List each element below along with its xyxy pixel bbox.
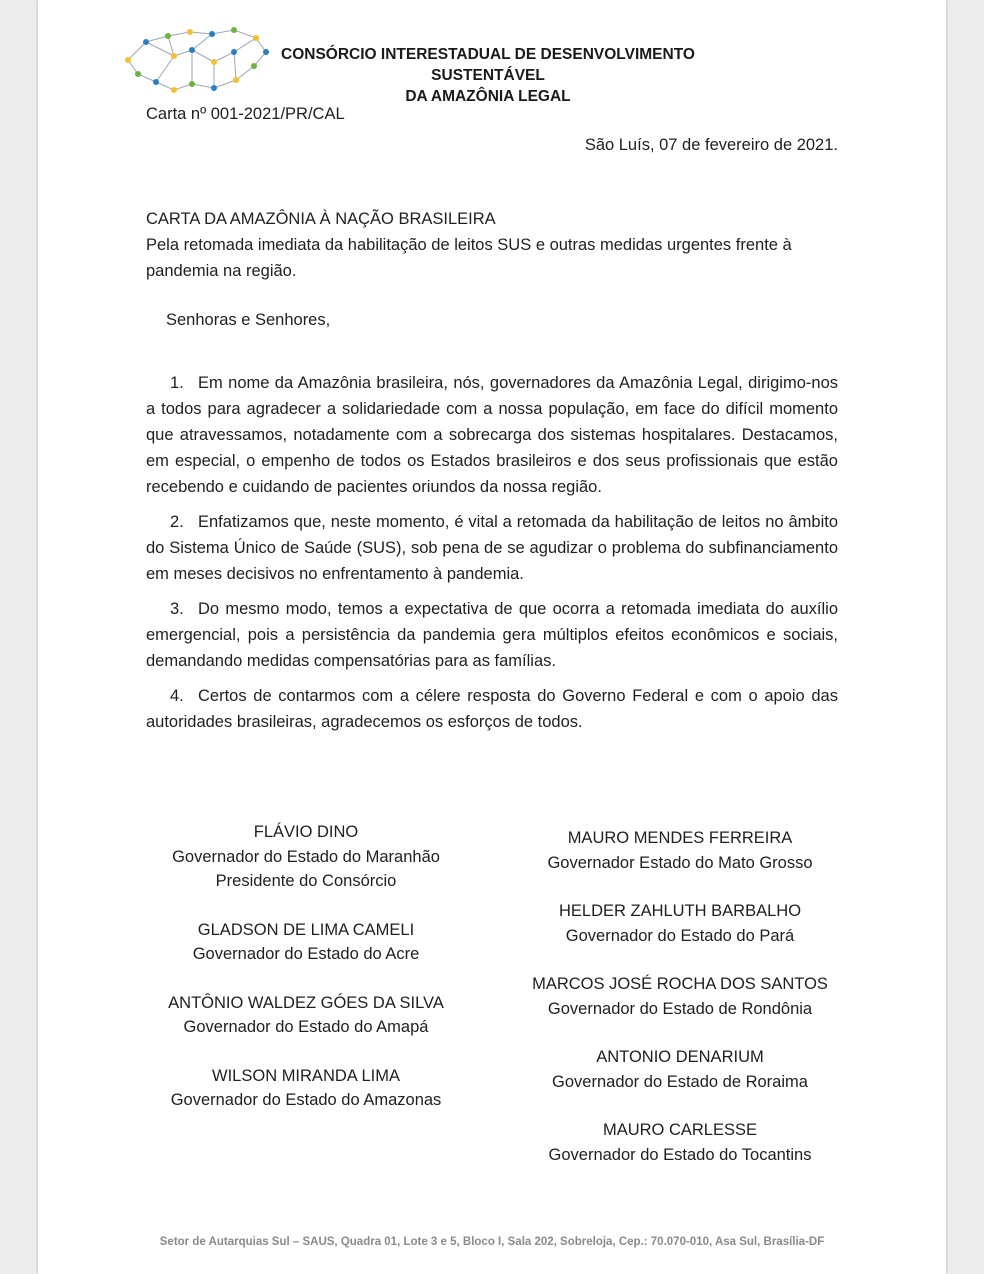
signature-block <box>126 991 486 1040</box>
signatory-name: ANTÔNIO WALDEZ GÓES DA SILVA <box>168 993 444 1012</box>
signatory-name: MARCOS JOSÉ ROCHA DOS SANTOS <box>532 975 828 993</box>
signatory-name: HELDER ZAHLUTH BARBALHO <box>558 902 802 920</box>
letter-reference: Carta nº 001-2021/PR/CAL <box>146 105 345 123</box>
paragraph-4: 4. Certos de contarmos com a célere resposta do Governo Federal e com o apoio das autoridades brasileiras, agradecemos os esforços de todos. <box>146 687 838 731</box>
signatory-name: ANTONIO DENARIUM <box>596 1048 764 1066</box>
signatory-name: MAURO MENDES FERREIRA <box>567 829 793 847</box>
letter-subtitle: Pela retomada imediata da habilitação de leitos SUS e outras medidas urgentes frente à pandemia na região. <box>146 236 792 280</box>
signature-block <box>500 826 860 875</box>
signature-block <box>500 899 860 948</box>
signatory-name: WILSON MIRANDA LIMA <box>212 1066 400 1085</box>
signatures-left-column <box>126 820 486 1137</box>
signatory-role: Governador do Estado do Tocantins <box>548 1145 812 1164</box>
signatory-name: FLÁVIO DINO <box>253 823 359 841</box>
signatory-role: Governador do Estado do Amapá <box>183 1018 429 1036</box>
signatory-role: Governador Estado do Mato Grosso <box>547 853 813 872</box>
signatory-role: Governador do Estado do Pará <box>565 926 795 945</box>
letter-title-block <box>146 206 836 284</box>
letterhead-line-2: DA AMAZÔNIA LEGAL <box>405 88 571 105</box>
signatory-role: Governador do Estado de Roraima <box>552 1072 808 1091</box>
signatory-role: Governador do Estado do Amazonas <box>170 1091 442 1109</box>
signatory-role: Governador do Estado do Maranhão <box>172 847 440 866</box>
paragraph-3: 3. Do mesmo modo, temos a expectativa de que ocorra a retomada imediata do auxílio emergencial, pois a persistência da pandemia gera múltiplos efeitos econômicos e sociais, demandando medidas compensatórias para as famílias. <box>146 600 838 670</box>
signatory-role: Governador do Estado do Acre <box>192 945 420 963</box>
signature-block <box>500 972 860 1021</box>
signature-block <box>126 1064 486 1113</box>
signatures-right-column <box>500 826 860 1191</box>
paragraph-2: 2. Enfatizamos que, neste momento, é vital a retomada da habilitação de leitos no âmbito do Sistema Único de Saúde (SUS), sob pena de se agudizar o problema do subfinanciamento em meses decisivos no enfrentamento à pandemia. <box>146 513 838 583</box>
paragraph-1: 1. Em nome da Amazônia brasileira, nós, governadores da Amazônia Legal, dirigimo-nos a todos para agradecer a solidariedade com a nossa população, em face do difícil momento que atravessamos, notadamente com a sobrecarga dos sistemas hospitalares. Destacamos, em especial, o empenho de todos os Estados brasileiros e dos seus profissionais que estão recebendo e cuidando de pacientes oriundos da nossa região. <box>146 374 838 496</box>
letterhead-title <box>228 44 748 107</box>
letter-page <box>38 0 946 1274</box>
signature-block <box>500 1045 860 1094</box>
letter-footer-address: Setor de Autarquias Sul – SAUS, Quadra 01, Lote 3 e 5, Bloco I, Sala 202, Sobreloja, Cep.: 70.070-010, Asa Sul, Brasília-DF <box>159 1236 825 1248</box>
letter-body <box>146 370 838 744</box>
letter-date: São Luís, 07 de fevereiro de 2021. <box>584 136 838 154</box>
letter-salutation: Senhoras e Senhores, <box>166 311 331 329</box>
signatory-name: MAURO CARLESSE <box>602 1121 758 1139</box>
signatory-name: GLADSON DE LIMA CAMELI <box>197 920 415 939</box>
signature-block <box>500 1118 860 1167</box>
signature-block <box>126 918 486 967</box>
signature-block <box>126 820 486 894</box>
signatory-role: Governador do Estado de Rondônia <box>547 999 813 1018</box>
signatory-extra-role: Presidente do Consórcio <box>215 872 397 890</box>
letterhead-line-1: CONSÓRCIO INTERESTADUAL DE DESENVOLVIMENTO SUSTENTÁVEL <box>281 46 695 84</box>
letter-title: CARTA DA AMAZÔNIA À NAÇÃO BRASILEIRA <box>146 210 496 228</box>
